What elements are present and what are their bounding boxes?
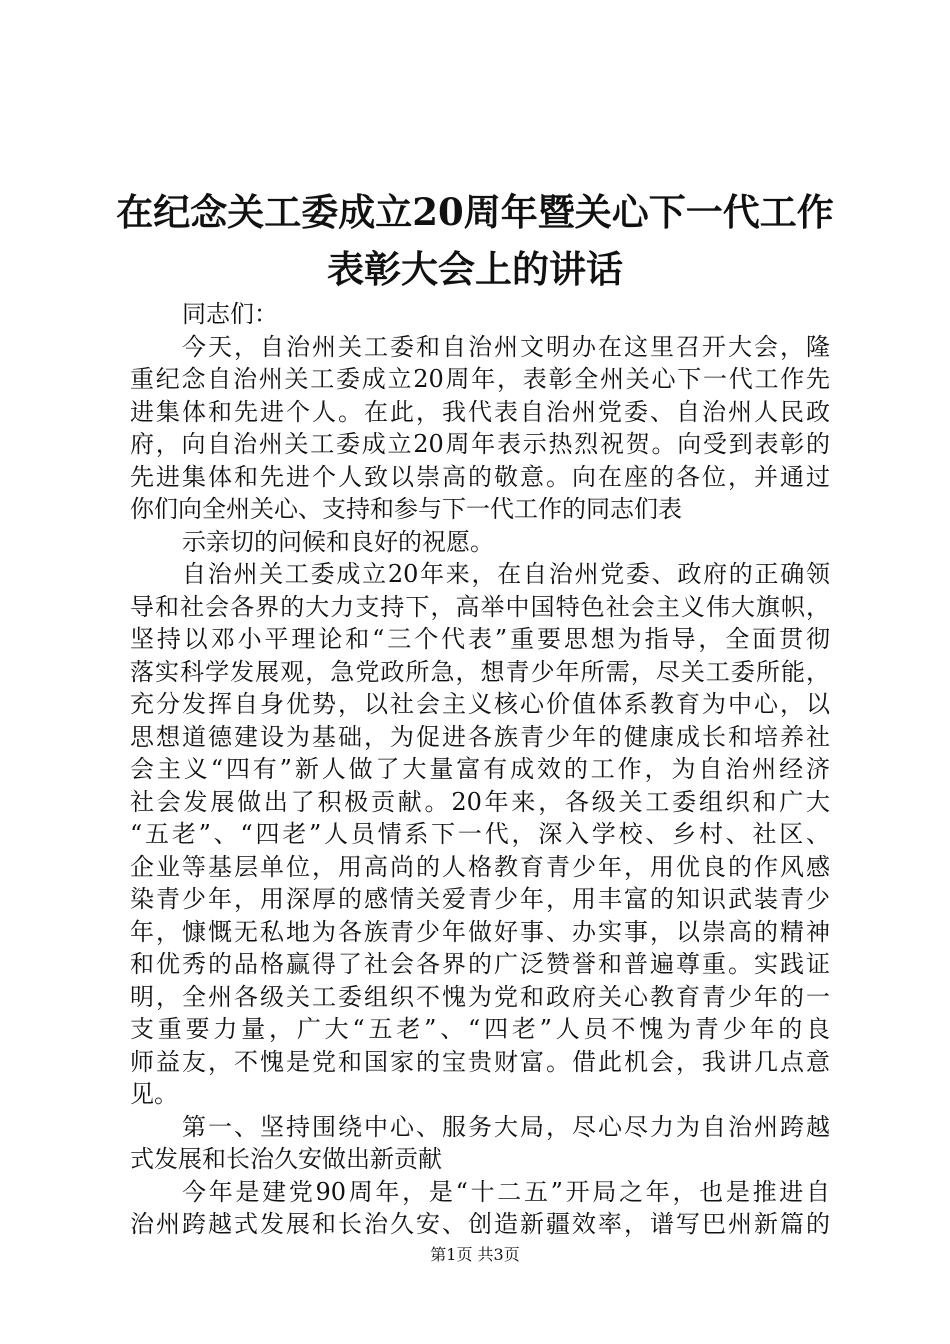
body-text-line: “五老”、“四老”人员情系下一代，深入学校、乡村、社区、 (130, 820, 830, 848)
body-text-line: 进集体和先进个人。在此，我代表自治州党委、自治州人民政 (130, 397, 830, 426)
body-text-line: 式发展和长治久安做出新贡献 (130, 1145, 442, 1173)
body-text-line: 明，全州各级关工委组织不愧为党和政府关心教育青少年的一 (130, 982, 830, 1011)
body-text-line: 先进集体和先进个人致以崇高的敬意。向在座的各位，并通过 (130, 462, 830, 491)
body-text-line: 示亲切的问候和良好的祝愿。 (182, 527, 494, 556)
page-footer: 第1页 共3页 (430, 1245, 520, 1264)
body-text-line: 思想道德建设为基础，为促进各族青少年的健康成长和培养社 (130, 722, 830, 751)
body-text-line: 年，慷慨无私地为各族青少年做好事、办实事，以崇高的精神 (130, 917, 830, 946)
body-text-line: 师益友，不愧是党和国家的宝贵财富。借此机会，我讲几点意 (130, 1047, 830, 1076)
document-body (130, 298, 830, 1241)
body-text-line: 今天，自治州关工委和自治州文明办在这里召开大会，隆 (182, 332, 830, 361)
body-text-line: 府，向自治州关工委成立20周年表示热烈祝贺。向受到表彰的 (130, 430, 830, 458)
document-title-line-2: 表彰大会上的讲话 (327, 247, 623, 291)
document-title-line-1: 在纪念关工委成立20周年暨关心下一代工作 (116, 190, 834, 234)
body-text-line: 重纪念自治州关工委成立20周年，表彰全州关心下一代工作先 (130, 365, 830, 393)
body-text-line: 会主义“四有”新人做了大量富有成效的工作，为自治州经济 (130, 755, 830, 783)
body-text-line: 坚持以邓小平理论和“三个代表”重要思想为指导，全面贯彻 (130, 625, 830, 653)
body-text-line: 和优秀的品格赢得了社会各界的广泛赞誉和普遍尊重。实践证 (130, 950, 830, 978)
body-text-line: 见。 (130, 1080, 178, 1108)
body-text-line: 落实科学发展观，急党政所急，想青少年所需，尽关工委所能， (130, 657, 830, 686)
body-text-line: 社会发展做出了积极贡献。20年来，各级关工委组织和广大 (130, 787, 830, 816)
body-text-line: 染青少年，用深厚的感情关爱青少年，用丰富的知识武装青少 (130, 885, 830, 913)
body-text-line: 企业等基层单位，用高尚的人格教育青少年，用优良的作风感 (130, 852, 830, 881)
body-text-line: 你们向全州关心、支持和参与下一代工作的同志们表 (130, 495, 682, 523)
body-text-line: 支重要力量，广大“五老”、“四老”人员不愧为青少年的良 (130, 1015, 830, 1043)
body-text-line: 第一、坚持围绕中心、服务大局，尽心尽力为自治州跨越 (182, 1112, 830, 1141)
body-text-line: 同志们： (182, 300, 278, 328)
body-text-line: 充分发挥自身优势，以社会主义核心价值体系教育为中心，以 (130, 690, 830, 718)
body-text-line: 治州跨越式发展和长治久安、创造新疆效率，谱写巴州新篇的 (130, 1210, 830, 1238)
body-text-line: 今年是建党90周年，是“十二五”开局之年，也是推进自 (182, 1177, 830, 1206)
body-text-line: 导和社会各界的大力支持下，高举中国特色社会主义伟大旗帜， (130, 592, 830, 621)
body-text-line: 自治州关工委成立20年来，在自治州党委、政府的正确领 (182, 560, 830, 588)
